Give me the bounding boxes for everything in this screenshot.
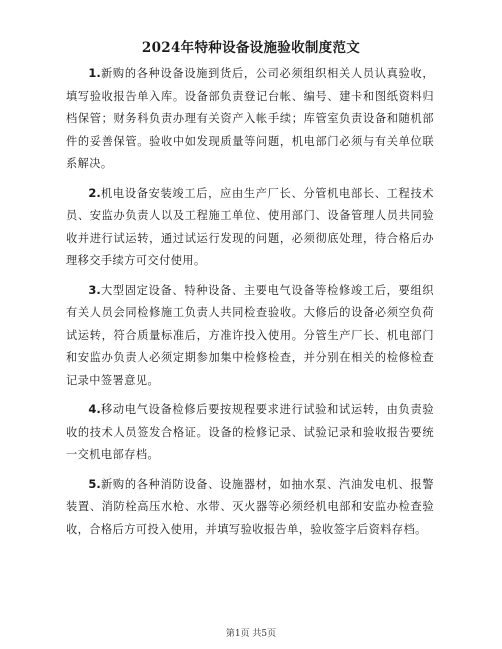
paragraph-number: 1.: [88, 66, 101, 80]
paragraph-3: [66, 279, 434, 393]
paragraph-text: 机电设备安装竣工后，应由生产厂长、分管机电部长、工程技术员、安监办负责人以及工程施工单位、使用部门、设备管理人员共同验收并进行试运转，通过试运行发现的问题，必须彻底处理，待合格后办理移交手续方可交付使用。: [66, 186, 434, 267]
paragraph-1: [66, 62, 434, 176]
document-body: [66, 62, 434, 547]
paragraph-text: 移动电气设备检修后要按规程要求进行试验和试运转，由负责验收的技术人员签发合格证。设备的检修记录、试验记录和验收报告要统一交机电部存档。: [66, 403, 434, 461]
paragraph-text: 新购的各种消防设备、设施器材，如抽水泵、汽油发电机、报警装置、消防栓高压水枪、水带、灭火器等必须经机电部和安监办检查验收，合格后方可投入使用，并填写验收报告单，验收签字后资料存档。: [66, 477, 434, 536]
paragraph-2: [66, 182, 434, 273]
paragraph-number: 4.: [88, 402, 101, 416]
paragraph-4: [66, 398, 434, 467]
paragraph-number: 3.: [88, 282, 101, 297]
paragraph-number: 2.: [88, 185, 101, 200]
page-footer: 第1页 共5页: [225, 629, 277, 639]
paragraph-text: 大型固定设备、特种设备、主要电气设备等检修竣工后，要组织有关人员会同检修施工负责人共同检查验收。大修后的设备必须空负荷试运转，符合质量标准后，方准许投入使用。分管生产厂长、机电部门和安监办负责人必须定期参加集中检修检查，并分别在相关的检修检查记录中签署意见。: [66, 283, 434, 387]
paragraph-number: 5.: [88, 476, 101, 491]
paragraph-5: [66, 473, 434, 542]
paragraph-text: 新购的各种设备设施到货后，公司必须组织相关人员认真验收，填写验收报告单入库。设备部负责登记台帐、编号、建卡和图纸资料归档保管；财务科负责办理有关资产入帐手续；库管室负责设备和随机部件的妥善保管。验收中如发现质量等问题，机电部门必须与有关单位联系解决。: [66, 67, 434, 170]
document-title: 2024年特种设备设施验收制度范文: [141, 40, 361, 56]
